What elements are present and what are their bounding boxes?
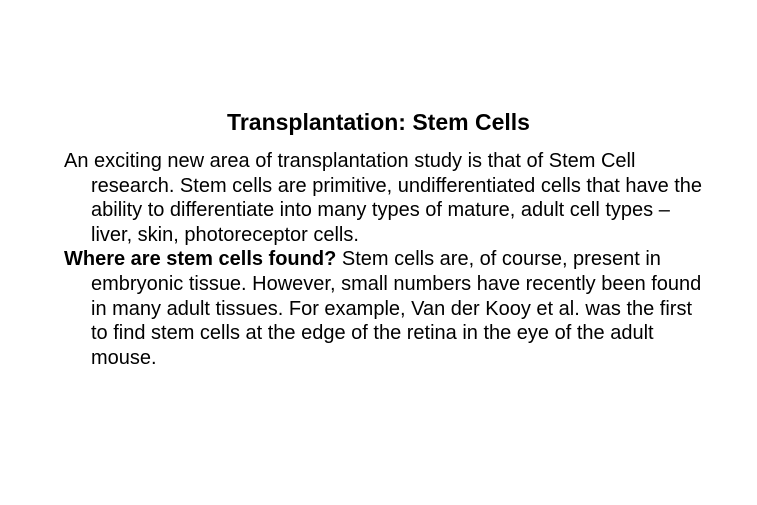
paragraph-locations-text: Stem cells are, of course, present in embryonic tissue. However, small numbers have recently been found in many adult tissues. For example, Van der Kooy et al. was the first to find stem cells at the edge of the retina in the eye of the adult mouse.: [91, 248, 702, 369]
paragraph-intro-text: An exciting new area of transplantation study is that of Stem Cell research. Stem cells are primitive, undifferentiated cells that have the ability to differentiate into many types of mature, adult cell types – liver, skin, photoreceptor cells.: [64, 150, 703, 246]
slide-body: [64, 149, 704, 370]
paragraph-transplantation-intro: [64, 149, 704, 247]
slide-title: Transplantation: Stem Cells: [227, 109, 530, 135]
paragraph-stem-cell-locations: [64, 247, 704, 370]
paragraph-lead-question: Where are stem cells found?: [64, 248, 337, 271]
